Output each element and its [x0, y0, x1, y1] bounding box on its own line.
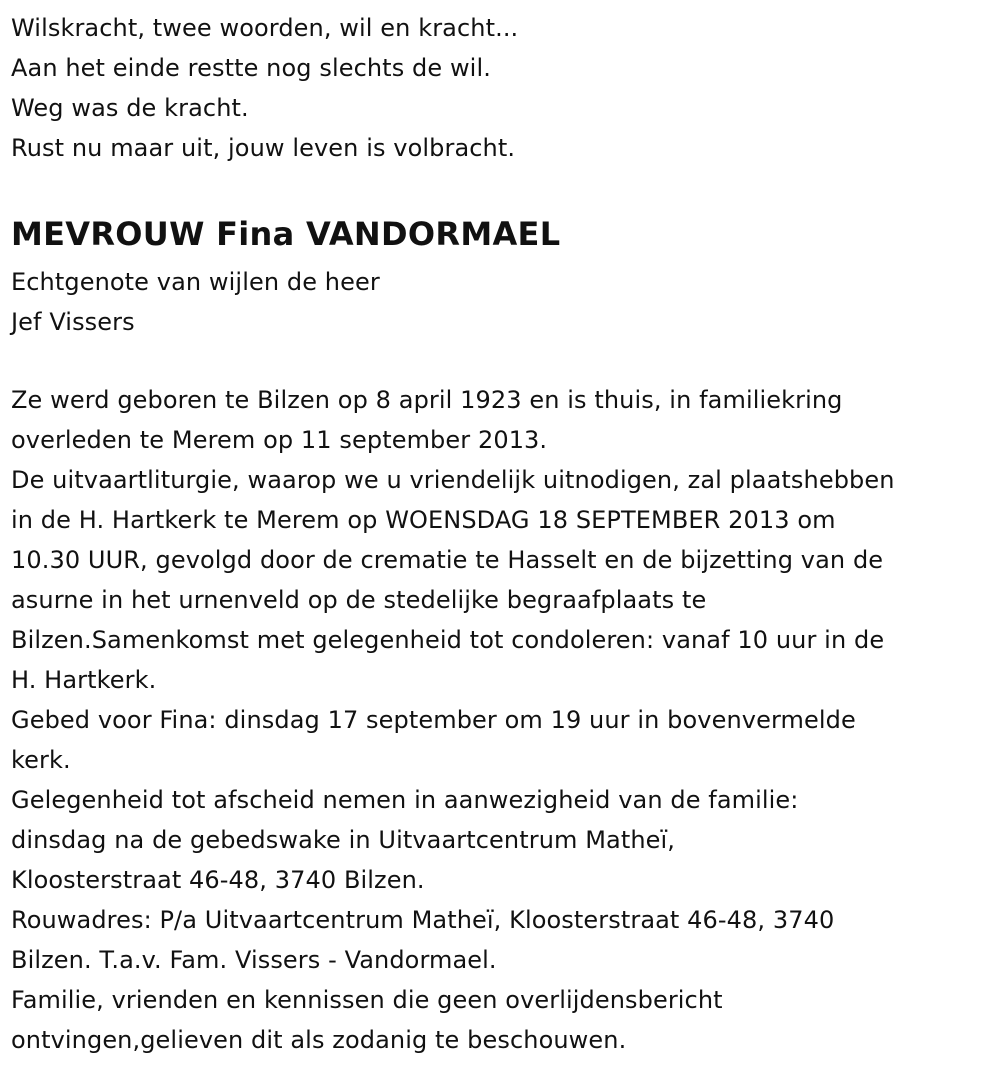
body-line: Kloosterstraat 46-48, 3740 Bilzen. [11, 866, 425, 894]
poem-line: Aan het einde restte nog slechts de wil. [11, 54, 491, 82]
body-line: Gebed voor Fina: dinsdag 17 september om 19 uur in bovenvermelde [11, 706, 856, 734]
body-line: Bilzen.Samenkomst met gelegenheid tot condoleren: vanaf 10 uur in de [11, 626, 885, 654]
body-line: kerk. [11, 746, 71, 774]
body-line: Familie, vrienden en kennissen die geen overlijdensbericht [11, 986, 723, 1014]
body-line: overleden te Merem op 11 september 2013. [11, 426, 548, 454]
body-line: Rouwadres: P/a Uitvaartcentrum Matheï, Kloosterstraat 46-48, 3740 [11, 906, 835, 934]
body-line: ontvingen,gelieven dit als zodanig te beschouwen. [11, 1026, 627, 1054]
body-line: Ze werd geboren te Bilzen op 8 april 1923 en is thuis, in familiekring [11, 386, 843, 414]
body-line: Gelegenheid tot afscheid nemen in aanwezigheid van de familie: [11, 786, 799, 814]
poem-line: Weg was de kracht. [11, 94, 249, 122]
body-line: in de H. Hartkerk te Merem op WOENSDAG 18 SEPTEMBER 2013 om [11, 506, 836, 534]
body-line: asurne in het urnenveld op de stedelijke begraafplaats te [11, 586, 707, 614]
deceased-name: MEVROUW Fina VANDORMAEL [11, 215, 561, 253]
body-line: 10.30 UUR, gevolgd door de crematie te Hasselt en de bijzetting van de [11, 546, 884, 574]
poem-line: Rust nu maar uit, jouw leven is volbracht. [11, 134, 516, 162]
notice-body [11, 380, 991, 1060]
spacer [11, 342, 991, 380]
body-line: De uitvaartliturgie, waarop we u vriendelijk uitnodigen, zal plaatshebben [11, 466, 895, 494]
body-line: dinsdag na de gebedswake in Uitvaartcentrum Matheï, [11, 826, 676, 854]
spouse-info [11, 262, 991, 342]
spouse-line: Jef Vissers [11, 308, 135, 336]
poem-line: Wilskracht, twee woorden, wil en kracht... [11, 14, 519, 42]
body-line: H. Hartkerk. [11, 666, 157, 694]
obituary-notice [11, 8, 991, 1060]
body-line: Bilzen. T.a.v. Fam. Vissers - Vandormael. [11, 946, 497, 974]
poem [11, 8, 991, 168]
spouse-line: Echtgenote van wijlen de heer [11, 268, 380, 296]
